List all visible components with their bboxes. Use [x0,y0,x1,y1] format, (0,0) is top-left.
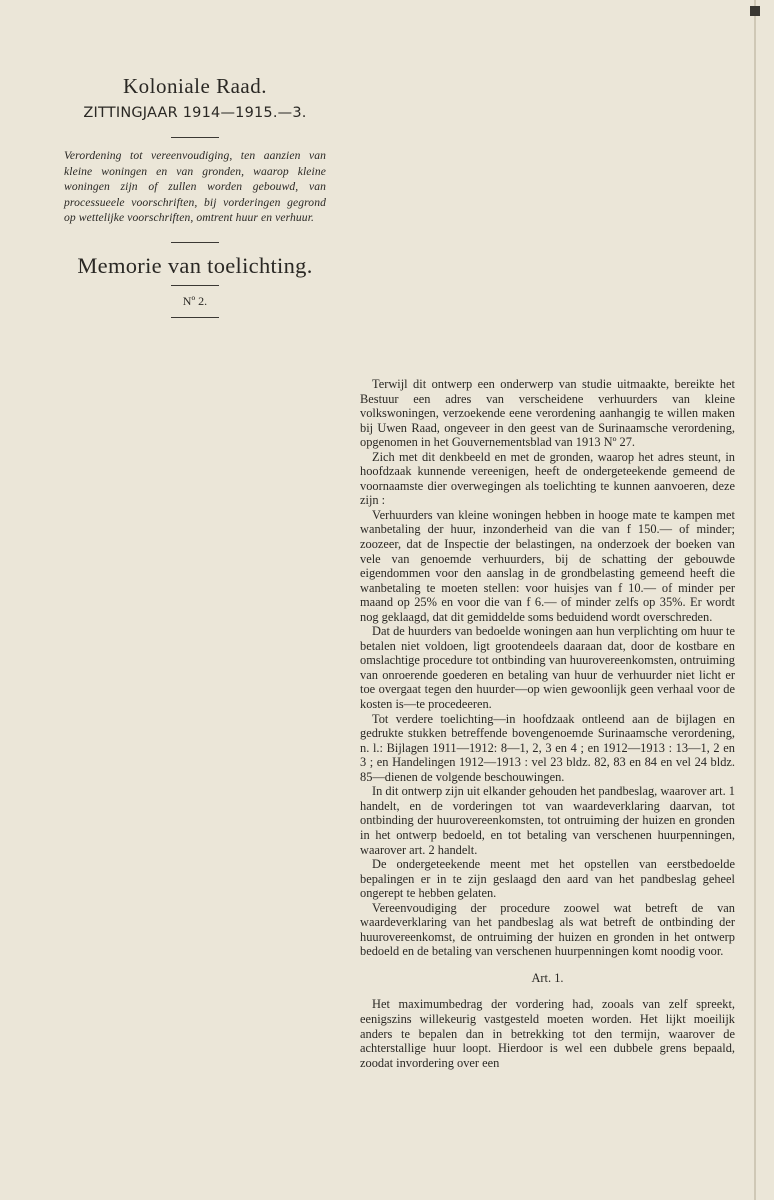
memorie-heading: Memorie van toelichting. [77,252,313,278]
body-column [360,377,735,1070]
divider-rule [171,317,219,318]
article-paragraph: Het maximumbedrag der vordering had, zooals van zelf spreekt, eenigszins willekeurig vastgesteld moeten worden. Het lijkt moeilijk anders te bepalen dan in betrekking tot den termijn, waarover de achterstallige huur loopt. Hierdoor is wel een dubbele grens bepaald, zoodat invordering over een [360,997,735,1070]
body-paragraph: Vereenvoudiging der procedure zoowel wat betreft de van waardeverklaring van het pandbeslag als wat betreft de ontbinding der huurovereenkomst, de ontruiming der huizen en gronden in het ontwerp bedoeld en de betaling van verschenen huurpenningen komt noodig voor. [360,900,735,959]
session-year: ZITTINGJAAR 1914—1915.—3. [83,105,307,121]
body-paragraph: Tot verdere toelichting—in hoofdzaak ontleend aan de bijlagen en gedrukte stukken betreffende bovengenoemde Surinaamsche verordening, n. l.: Bijlagen 1911—1912: 8—1, 2, 3 en 4 ; en 1912—1913 : 13—1, 2 en 3 ; en Handelingen 1912—1913 : vel 23 bldz. 82, 83 en 84 en vel 24 bldz. 85—dienen de volgende beschouwingen. [360,711,735,784]
divider-rule [171,242,219,243]
body-paragraph: In dit ontwerp zijn uit elkander gehouden het pandbeslag, waarover art. 1 handelt, en de vorderingen tot van waardeverklaring daarvan, tot ontbinding der huurovereenkomsten, tot ontruiming der huizen en gronden in het ontwerp bedoeld, en tot betaling van verschenen huurpenningen, waarover art. 2 handelt. [360,784,735,857]
body-paragraph: Terwijl dit ontwerp een onderwerp van studie uitmaakte, bereikte het Bestuur een adres van verscheidene verhuurders van kleine volkswoningen, verzoekende eene verordening aanhangig te willen maken bij Uwen Raad, ongeveer in den geest van de Surinaamsche verordening, opgenomen in het Gouvernementsblad van 1913 Nº 27. [360,377,735,450]
divider-rule [171,137,219,138]
ordinance-subject: Verordening tot vereenvoudiging, ten aanzien van kleine woningen en van gronden, waarop kleine woningen zijn of zullen worden gebouwd, van processueele voorschriften, bij vorderingen gegrond op wettelijke voorschriften, omtrent huur en verhuur. [64,149,326,225]
document-number: Nº 2. [182,293,208,308]
body-paragraph: Zich met dit denkbeeld en met de gronden, waarop het adres steunt, in hoofdzaak kunnende vereenigen, heeft de ondergeteekende gemeend de voornaamste dier overwegingen als toelichting te kunnen aanvoeren, deze zijn : [360,449,735,508]
page-edge-line [754,0,756,1200]
body-paragraph: Dat de huurders van bedoelde woningen aan hun verplichting om huur te betalen niet voldoen, ligt grootendeels daaraan dat, door de kostbare en omslachtige procedure tot ontbinding van huurovereenkomsten, ontruiming van onroerende goederen en betaling van huur de verhuurder niet licht er toe overgaat tegen den huurder—op wien gewoonlijk geen verhaal voor de kosten is—te procedeeren. [360,624,735,712]
document-header [55,74,335,324]
council-title: Koloniale Raad. [123,74,267,98]
body-paragraph: Verhuurders van kleine woningen hebben in hooge mate te kampen met wanbetaling der huur, inzonderheid van die van f 150.— of minder; zoozeer, dat de Inspectie der belastingen, na onderzoek der boeken van vele van genoemde verhuurders, bij de schatting der gebouwde eigendommen voor den aanslag in de grondbelasting gemeend heeft die wanbetaling te moeten stellen: voor huisjes van f 10.— of minder per maand op 25% en voor die van f 6.— of minder zelfs op 35%. Er wordt nog geklaagd, dat dit gemiddelde soms beduidend wordt overschreden. [360,507,735,624]
body-paragraph: De ondergeteekende meent met het opstellen van eerstbedoelde bepalingen er in te zijn geslaagd den aard van het pandbeslag geheel ongerept te hebben gelaten. [360,857,735,901]
divider-rule [171,285,219,286]
corner-mark [750,6,760,16]
article-heading: Art. 1. [531,970,564,985]
